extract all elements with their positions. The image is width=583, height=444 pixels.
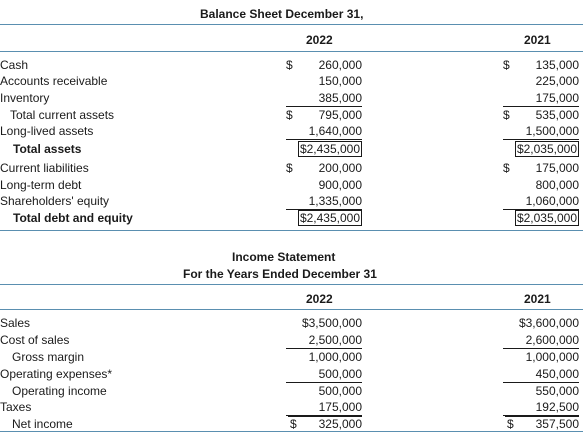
value-tca-2022: $ 795,000	[286, 108, 362, 122]
divider	[0, 51, 583, 52]
currency-symbol: $	[290, 417, 297, 431]
currency-symbol: $	[286, 161, 293, 175]
value-gm-2021: 1,000,000	[525, 350, 579, 364]
row-label-inventory: Inventory	[0, 91, 50, 105]
value-cos-2022: 2,500,000	[286, 332, 362, 349]
divider	[0, 309, 583, 310]
currency-symbol: $	[507, 417, 514, 431]
row-label-cash: Cash	[0, 58, 29, 72]
value-taxes-2022: 175,000	[286, 399, 362, 416]
row-label-total-debt-equity: Total debt and equity	[13, 211, 133, 225]
row-label-cost-of-sales: Cost of sales	[0, 333, 70, 347]
value-opinc-2021: 550,000	[535, 384, 579, 398]
value-tde-2021: $2,035,000	[516, 211, 577, 225]
balance-sheet-title: Balance Sheet December 31,	[200, 7, 364, 21]
value-sales-2021: $3,600,000	[518, 316, 579, 330]
value-cl-2022: $ 200,000	[286, 161, 362, 175]
value-cos-2021: 2,600,000	[503, 332, 579, 349]
value-se-2021: 1,060,000	[503, 193, 579, 210]
value-sales-2022: $3,500,000	[301, 316, 362, 330]
balance-year-2022: 2022	[306, 33, 333, 47]
row-label-total-assets: Total assets	[13, 142, 82, 156]
value-tca-2021: $ 535,000	[503, 108, 579, 122]
row-label-sales: Sales	[0, 316, 31, 330]
row-label-gross-margin: Gross margin	[12, 350, 85, 364]
value-lla-2022: 1,640,000	[286, 123, 362, 140]
value-se-2022: 1,335,000	[286, 193, 362, 210]
value-ar-2021: 225,000	[535, 74, 579, 88]
income-year-2021: 2021	[524, 292, 551, 306]
divider	[0, 24, 583, 25]
row-label-operating-income: Operating income	[12, 384, 107, 398]
row-label-shareholders-equity: Shareholders' equity	[0, 194, 110, 208]
value-inventory-2021: 175,000	[503, 90, 579, 107]
balance-year-2021: 2021	[524, 33, 551, 47]
value-lla-2021: 1,500,000	[503, 123, 579, 140]
value-taxes-2021: 192,500	[503, 399, 579, 416]
value-ta-2021: $2,035,000	[516, 142, 577, 156]
currency-symbol: $	[286, 108, 293, 122]
divider	[0, 230, 583, 231]
currency-symbol: $	[286, 58, 293, 72]
value-ar-2022: 150,000	[318, 74, 362, 88]
income-statement-title: Income Statement	[232, 250, 336, 264]
value-inventory-2022: 385,000	[286, 90, 362, 107]
value-ta-2022: $2,435,000	[299, 142, 360, 156]
currency-symbol: $	[503, 161, 510, 175]
value-opex-2021: 450,000	[503, 366, 579, 383]
income-statement-subtitle: For the Years Ended December 31	[183, 267, 377, 281]
value-ni-2021: $ 357,500	[507, 417, 579, 431]
value-tde-2022: $2,435,000	[299, 211, 360, 225]
divider	[0, 431, 583, 432]
value-cl-2021: $ 175,000	[503, 161, 579, 175]
row-label-long-lived-assets: Long-lived assets	[0, 124, 94, 138]
value-ltd-2022: 900,000	[318, 178, 362, 192]
income-year-2022: 2022	[306, 292, 333, 306]
currency-symbol: $	[503, 58, 510, 72]
value-ni-2022: $ 325,000	[290, 417, 362, 431]
value-opex-2022: 500,000	[286, 366, 362, 383]
row-label-current-liabilities: Current liabilities	[0, 161, 89, 175]
value-cash-2021: $ 135,000	[503, 58, 579, 72]
row-label-operating-expenses: Operating expenses*	[0, 367, 113, 381]
row-label-long-term-debt: Long-term debt	[0, 178, 82, 192]
value-cash-2022: $ 260,000	[286, 58, 362, 72]
currency-symbol: $	[503, 108, 510, 122]
value-opinc-2022: 500,000	[318, 384, 362, 398]
row-label-accounts-receivable: Accounts receivable	[0, 74, 108, 88]
value-gm-2022: 1,000,000	[308, 350, 362, 364]
row-label-total-current-assets: Total current assets	[10, 108, 115, 122]
value-ltd-2021: 800,000	[535, 178, 579, 192]
row-label-taxes: Taxes	[0, 400, 32, 414]
divider	[0, 284, 583, 285]
row-label-net-income: Net income	[12, 417, 73, 431]
